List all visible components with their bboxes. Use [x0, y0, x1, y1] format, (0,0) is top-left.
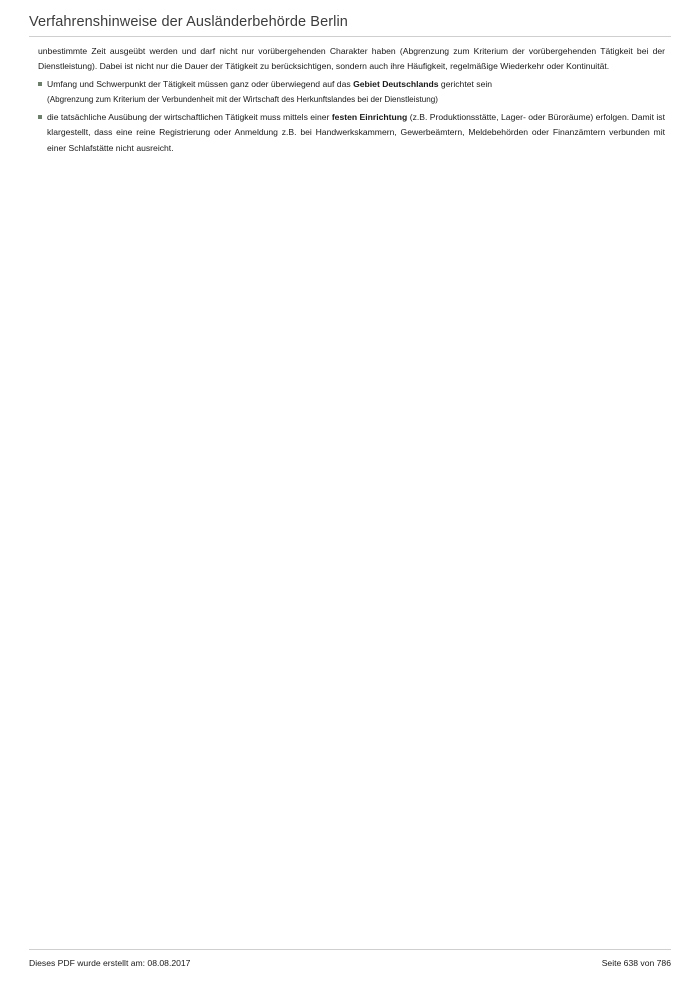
bullet-text-after: (z.B. Produktionsstätte, Lager- oder Büroräume) erfolgen. Damit ist klargestellt, dass eine reine Registrierung oder Anmeldung z.B. bei Handwerkskammern, Gewerbeämtern, Meldebehörden oder Finanzämtern verbunden mit einer Schlafstätte nicht ausreicht. — [47, 112, 665, 153]
footer-page-number: Seite 638 von 786 — [601, 958, 671, 968]
list-item — [38, 77, 665, 107]
header-divider — [29, 36, 671, 37]
document-content — [38, 44, 665, 156]
bullet-text-emphasis: festen Einrichtung — [331, 112, 408, 123]
bullet-text-before: die tatsächliche Ausübung der wirtschaftlichen Tätigkeit muss mittels einer — [47, 112, 332, 123]
bullet-text-emphasis: Gebiet Deutschlands — [353, 79, 439, 90]
intro-paragraph: unbestimmte Zeit ausgeübt werden und darf nicht nur vorübergehenden Charakter haben (Abgrenzung zum Kriterium der vorübergehenden Tätigkeit bei der Dienstleistung). Dabei ist nicht nur die Dauer der Tätigkeit zu berücksichtigen, sondern auch ihre Häufigkeit, regelmäßige Wiederkehr oder Kontinuität. — [38, 46, 665, 72]
bullet-text-after: gerichtet sein — [438, 79, 493, 90]
footer-row — [29, 958, 671, 968]
square-bullet-icon — [38, 82, 42, 86]
page-header — [29, 14, 671, 37]
footer-divider — [29, 949, 671, 950]
page-title: Verfahrenshinweise der Ausländerbehörde Berlin — [29, 14, 348, 30]
square-bullet-icon — [38, 115, 42, 119]
bullet-note: (Abgrenzung zum Kriterium der Verbundenheit mit der Wirtschaft des Herkunftslandes bei der Dienstleistung) — [47, 95, 438, 105]
list-item — [38, 110, 665, 155]
page-footer — [29, 949, 671, 968]
criteria-bullet-list — [38, 77, 665, 155]
bullet-text-before: Umfang und Schwerpunkt der Tätigkeit müssen ganz oder überwiegend auf das — [47, 79, 354, 90]
footer-created-text: Dieses PDF wurde erstellt am: 08.08.2017 — [29, 958, 191, 968]
